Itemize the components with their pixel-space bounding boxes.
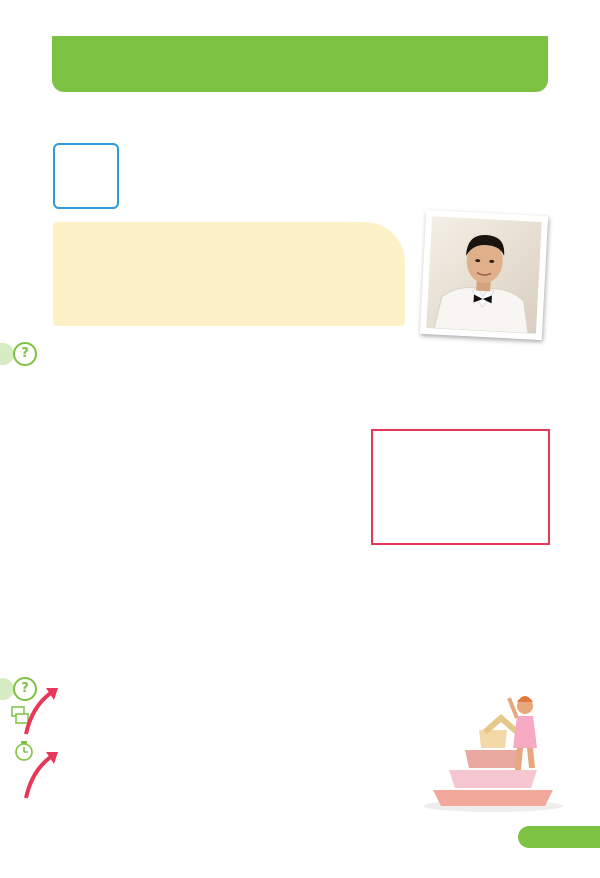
module-banner — [52, 36, 548, 92]
qr-code-icon[interactable] — [53, 143, 119, 209]
page-number — [518, 826, 600, 848]
red-arrow-icon — [22, 748, 62, 800]
bottom-dashes-decoration — [0, 824, 600, 828]
question-icon: ? — [13, 342, 37, 366]
qr-code-graphic — [60, 150, 112, 202]
definition-box — [371, 429, 550, 545]
top-dots-decoration — [0, 20, 600, 30]
question-tab — [0, 678, 14, 700]
quote-box — [53, 222, 405, 326]
question-icon: ? — [13, 677, 37, 701]
paragraph-title — [145, 160, 565, 208]
red-arrow-icon — [22, 684, 62, 736]
portrait-image — [426, 216, 542, 334]
pyramid-illustration — [413, 688, 573, 813]
question-tab — [0, 343, 14, 365]
portrait-photo — [420, 210, 548, 340]
